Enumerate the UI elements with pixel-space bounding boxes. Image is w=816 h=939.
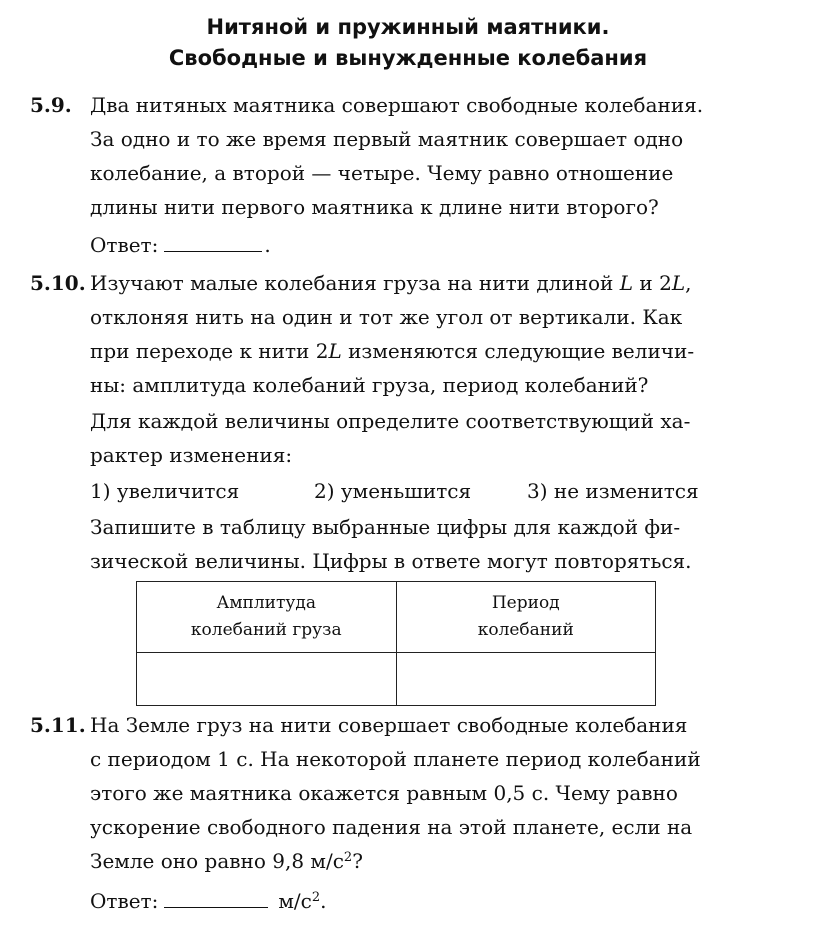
answer-unit-superscript: 2: [311, 890, 321, 905]
header-line: Период: [491, 593, 560, 613]
problem-text-line: ны: амплитуда колебаний груза, период колебаний?: [90, 373, 649, 397]
header-line: Амплитуда: [216, 593, 317, 613]
answer-unit: м/с: [278, 889, 312, 913]
text-fragment: при переходе к нити 2: [90, 339, 329, 363]
answer-label: Ответ:: [90, 233, 159, 257]
option-1: 1) увеличится: [90, 479, 240, 503]
option-2: 2) уменьшится: [314, 479, 472, 503]
problem-text-line: колебание, а второй — четыре. Чему равно отношение: [90, 161, 674, 185]
answer-cell-amplitude[interactable]: [137, 653, 397, 706]
text-fragment: Изучают малые колебания груза на нити длиной: [90, 271, 620, 295]
answer-table-input-row: [137, 653, 656, 706]
problem-number: 5.10.: [30, 271, 86, 295]
text-fragment: и 2: [633, 271, 672, 295]
problem-text-line: Запишите в таблицу выбранные цифры для каждой фи-: [90, 515, 681, 539]
answer-blank[interactable]: [164, 885, 268, 908]
text-fragment: ?: [352, 849, 363, 873]
header-amplitude: [137, 582, 397, 653]
option-3: 3) не изменится: [527, 479, 699, 503]
answer-table: [136, 581, 656, 706]
problem-text-line: этого же маятника окажется равным 0,5 с. Чему равно: [90, 781, 678, 805]
problem-text-line: зической величины. Цифры в ответе могут повторяться.: [90, 549, 692, 573]
problem-text-line: За одно и то же время первый маятник совершает одно: [90, 127, 684, 151]
answer-suffix: .: [320, 889, 327, 913]
problem-text-line: с периодом 1 с. На некоторой планете период колебаний: [90, 747, 701, 771]
problem-number: 5.11.: [30, 713, 86, 737]
answer-blank[interactable]: [164, 229, 262, 252]
problem-text-line: отклоняя нить на один и тот же угол от вертикали. Как: [90, 305, 683, 329]
variable-L: L: [619, 271, 634, 295]
problem-text-line: Два нитяных маятника совершают свободные колебания.: [90, 93, 704, 117]
answer-line: [90, 884, 327, 918]
problem-text-line: На Земле груз на нити совершает свободные колебания: [90, 713, 688, 737]
problem-text-line: [90, 266, 691, 300]
problem-number: 5.9.: [30, 93, 72, 117]
problem-text-line: [90, 334, 694, 368]
answer-line: [90, 228, 271, 262]
answer-cell-period[interactable]: [396, 653, 656, 706]
section-title-line-1: Нитяной и пружинный маятники.: [206, 15, 610, 39]
problem-text-line: ускорение свободного падения на этой планете, если на: [90, 815, 693, 839]
text-fragment: Земле оно равно 9,8 м/с: [90, 849, 344, 873]
variable-L: L: [671, 271, 686, 295]
header-line: колебаний: [477, 620, 574, 640]
answer-table-header-row: [137, 582, 656, 653]
problem-text-line: [90, 844, 363, 878]
header-period: [396, 582, 656, 653]
superscript: 2: [343, 850, 353, 865]
problem-text-line: Для каждой величины определите соответствующий ха-: [90, 409, 691, 433]
text-fragment: ,: [685, 271, 692, 295]
problem-text-line: рактер изменения:: [90, 443, 293, 467]
section-title-line-2: Свободные и вынужденные колебания: [168, 46, 648, 70]
variable-L: L: [328, 339, 342, 363]
problem-text-line: длины нити первого маятника к длине нити второго?: [90, 195, 659, 219]
answer-label: Ответ:: [90, 889, 159, 913]
section-title: [0, 12, 816, 74]
answer-suffix: .: [264, 233, 271, 257]
header-line: колебаний груза: [190, 620, 342, 640]
text-fragment: изменяются следующие величи-: [341, 339, 695, 363]
